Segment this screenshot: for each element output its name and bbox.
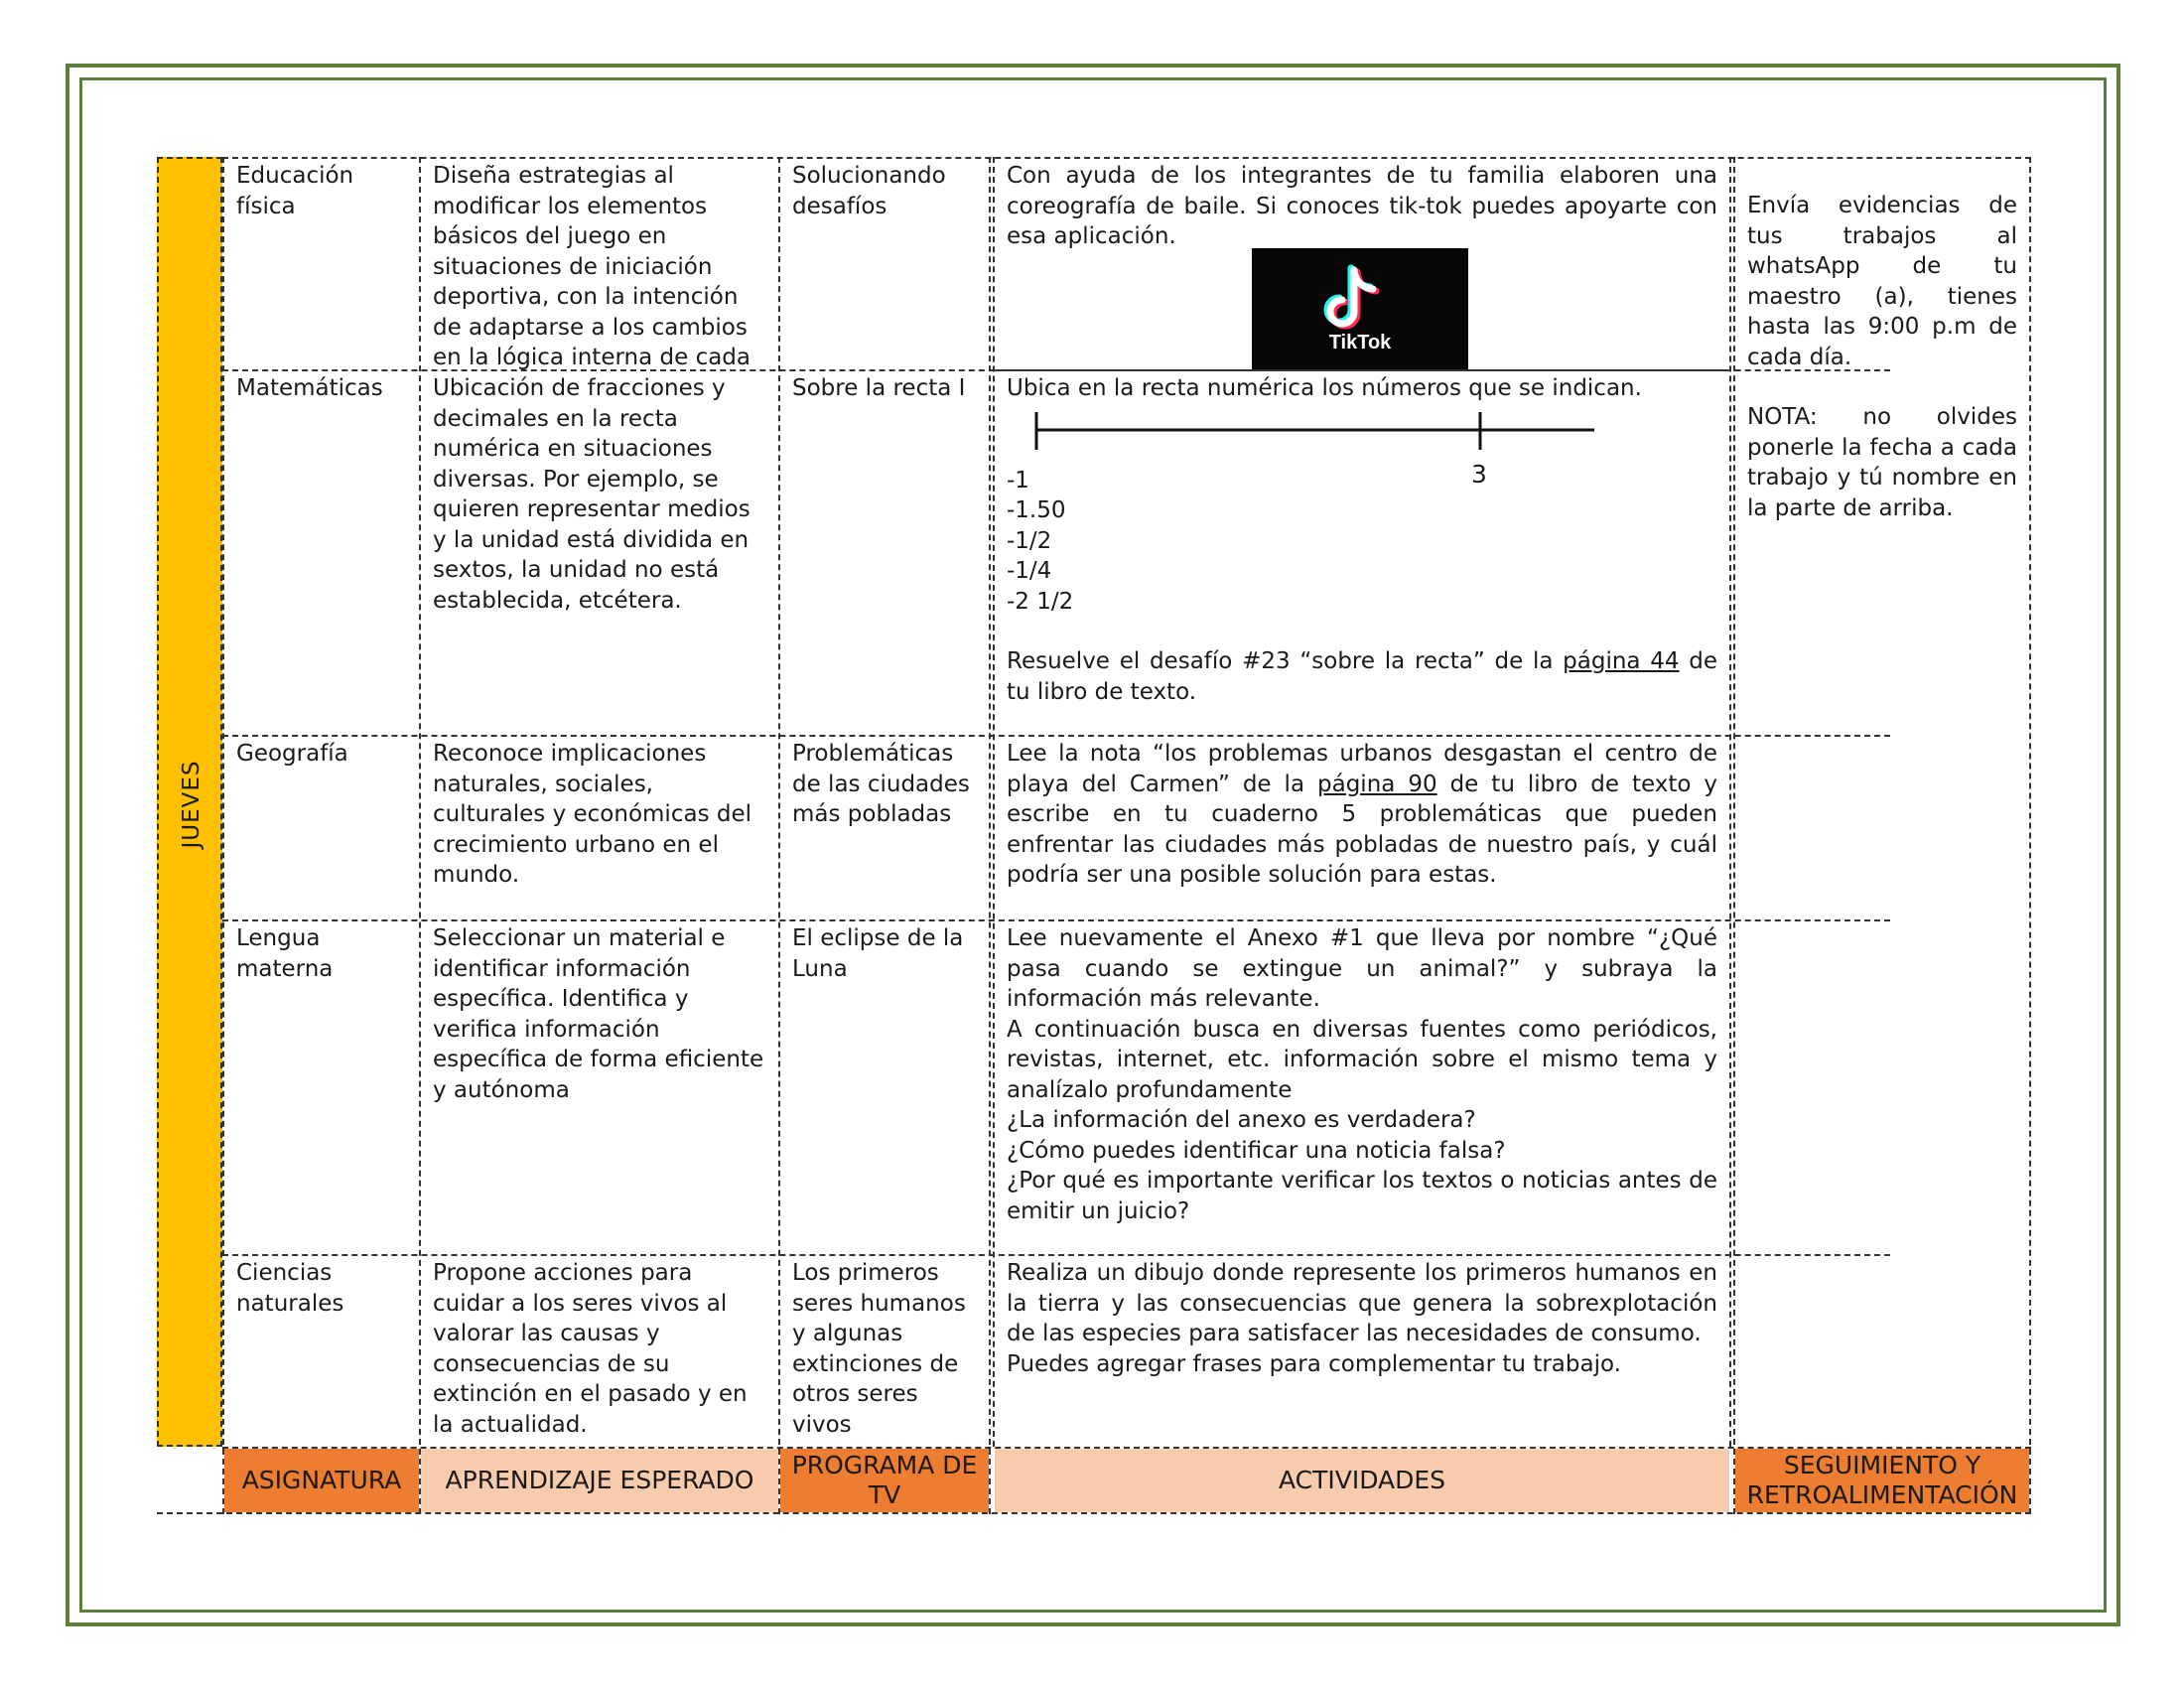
table-bottom-border <box>157 1512 2031 1514</box>
number-line <box>1007 404 1717 495</box>
cell-actividad: Con ayuda de los integrantes de tu familia elaboren una coreografía de baile. Si conoces tik-tok puedes apoyarte con esa aplicación. <box>1007 163 1717 249</box>
activity-line: Realiza un dibujo donde represente los primeros humanos en la tierra y las consecuencias que genera la sobrexplotación de las especies para satisfacer las necesidades de consumo. <box>1007 1260 1717 1346</box>
cell-actividad: Lee la nota “los problemas urbanos desgastan el centro de playa del Carmen” de la página 90 de tu libro de texto y escribe en tu cuaderno 5 problemáticas que pueden enfrentar las ciudades más pobladas de nuestro país, y cuál podría ser una posible solución para estas. <box>1007 741 1717 888</box>
number-line-graphic <box>1007 404 1602 464</box>
activity-line: ¿Por qué es importante verificar los textos o noticias antes de emitir un juicio? <box>1007 1168 1717 1224</box>
cell-asignatura: Ciencias naturales <box>236 1260 344 1317</box>
cell-aprendizaje: Propone acciones para cuidar a los seres vivos al valorar las causas y consecuencias de su extinción en el pasado y en la actualidad. <box>433 1260 748 1438</box>
page-reference: página 44 <box>1563 648 1680 674</box>
activity-line: ¿Cómo puedes identificar una noticia falsa? <box>1007 1137 1506 1164</box>
header-asignatura: ASIGNATURA <box>224 1449 419 1512</box>
cell-aprendizaje: Ubicación de fracciones y decimales en la recta numérica en situaciones diversas. Por ejemplo, se quieren representar medios y la unidad está dividida en sextos, la unidad no está establecida, etcétera. <box>433 375 751 614</box>
cell-programa: El eclipse de la Luna <box>792 925 964 982</box>
page-reference: página 90 <box>1317 771 1437 797</box>
cell-actividad <box>993 1254 1729 1447</box>
number-item: -1 <box>1007 467 1029 493</box>
number-item: -1.50 <box>1007 497 1066 523</box>
seguimiento-cell <box>1733 187 2029 1438</box>
activity-intro: Ubica en la recta numérica los números que se indican. <box>1007 375 1642 401</box>
number-line-tick-label: 3 <box>1471 459 1487 489</box>
col-divider <box>989 157 991 1514</box>
number-item: -1/2 <box>1007 527 1052 554</box>
cell-asignatura: Educación física <box>236 163 354 219</box>
header-aprendizaje: APRENDIZAJE ESPERADO <box>421 1449 778 1512</box>
activity-line: Puedes agregar frases para complementar tu trabajo. <box>1007 1350 1621 1377</box>
cell-asignatura: Matemáticas <box>236 375 383 401</box>
cell-asignatura: Geografía <box>236 741 348 767</box>
tiktok-logo <box>1252 248 1468 369</box>
cell-programa: Sobre la recta I <box>792 375 966 401</box>
cell-programa: Solucionando desafíos <box>792 163 946 219</box>
activity-line: ¿La información del anexo es verdadera? <box>1007 1107 1476 1133</box>
schedule-table <box>157 157 2031 1514</box>
cell-actividad <box>993 919 1729 1254</box>
cell-aprendizaje: Seleccionar un material e identificar información específica. Identifica y verifica información específica de forma eficiente y autónoma <box>433 925 764 1103</box>
seguimiento-text: Envía evidencias de tus trabajos al whatsApp de tu maestro (a), tienes hasta las 9:00 p.m de cada día. <box>1747 193 2017 370</box>
cell-asignatura: Lengua materna <box>236 925 334 982</box>
number-item: -2 1/2 <box>1007 588 1074 615</box>
number-item: -1/4 <box>1007 558 1052 584</box>
cell-aprendizaje: Diseña estrategias al modificar los elementos básicos del juego en situaciones de iniciación deportiva, con la intención de adaptarse a los cambios en la lógica interna de cada <box>433 163 751 369</box>
cell-programa: Problemáticas de las ciudades más pobladas <box>792 741 970 827</box>
activity-line: Lee nuevamente el Anexo #1 que lleva por nombre “¿Qué pasa cuando se extingue un animal?” y subraya la información más relevante. <box>1007 925 1717 1012</box>
cell-aprendizaje: Reconoce implicaciones naturales, sociales, culturales y económicas del crecimiento urbano en el mundo. <box>433 741 752 888</box>
table-right-border <box>2029 157 2031 1514</box>
day-column <box>157 157 222 1447</box>
tiktok-logo-label: TikTok <box>1328 332 1392 353</box>
cell-actividad <box>993 369 1729 735</box>
cell-programa: Los primeros seres humanos y algunas extinciones de otros seres vivos <box>792 1260 966 1438</box>
header-seguimiento: SEGUIMIENTO Y RETROALIMENTACIÓN <box>1735 1449 2029 1512</box>
day-label: JUEVES <box>179 760 205 849</box>
activity-resuelve: Resuelve el desafío #23 “sobre la recta” de la página 44 de tu libro de texto. <box>1007 648 1718 705</box>
seguimiento-nota: NOTA: no olvides ponerle la fecha a cada trabajo y tú nombre en la parte de arriba. <box>1747 404 2017 521</box>
header-actividades: ACTIVIDADES <box>995 1449 1729 1512</box>
header-programa: PROGRAMA DE TV <box>780 1449 989 1512</box>
col-divider <box>1729 157 1731 1447</box>
activity-line: A continuación busca en diversas fuentes como periódicos, revistas, internet, etc. información sobre el mismo tema y analízalo profundamente <box>1007 1016 1717 1103</box>
